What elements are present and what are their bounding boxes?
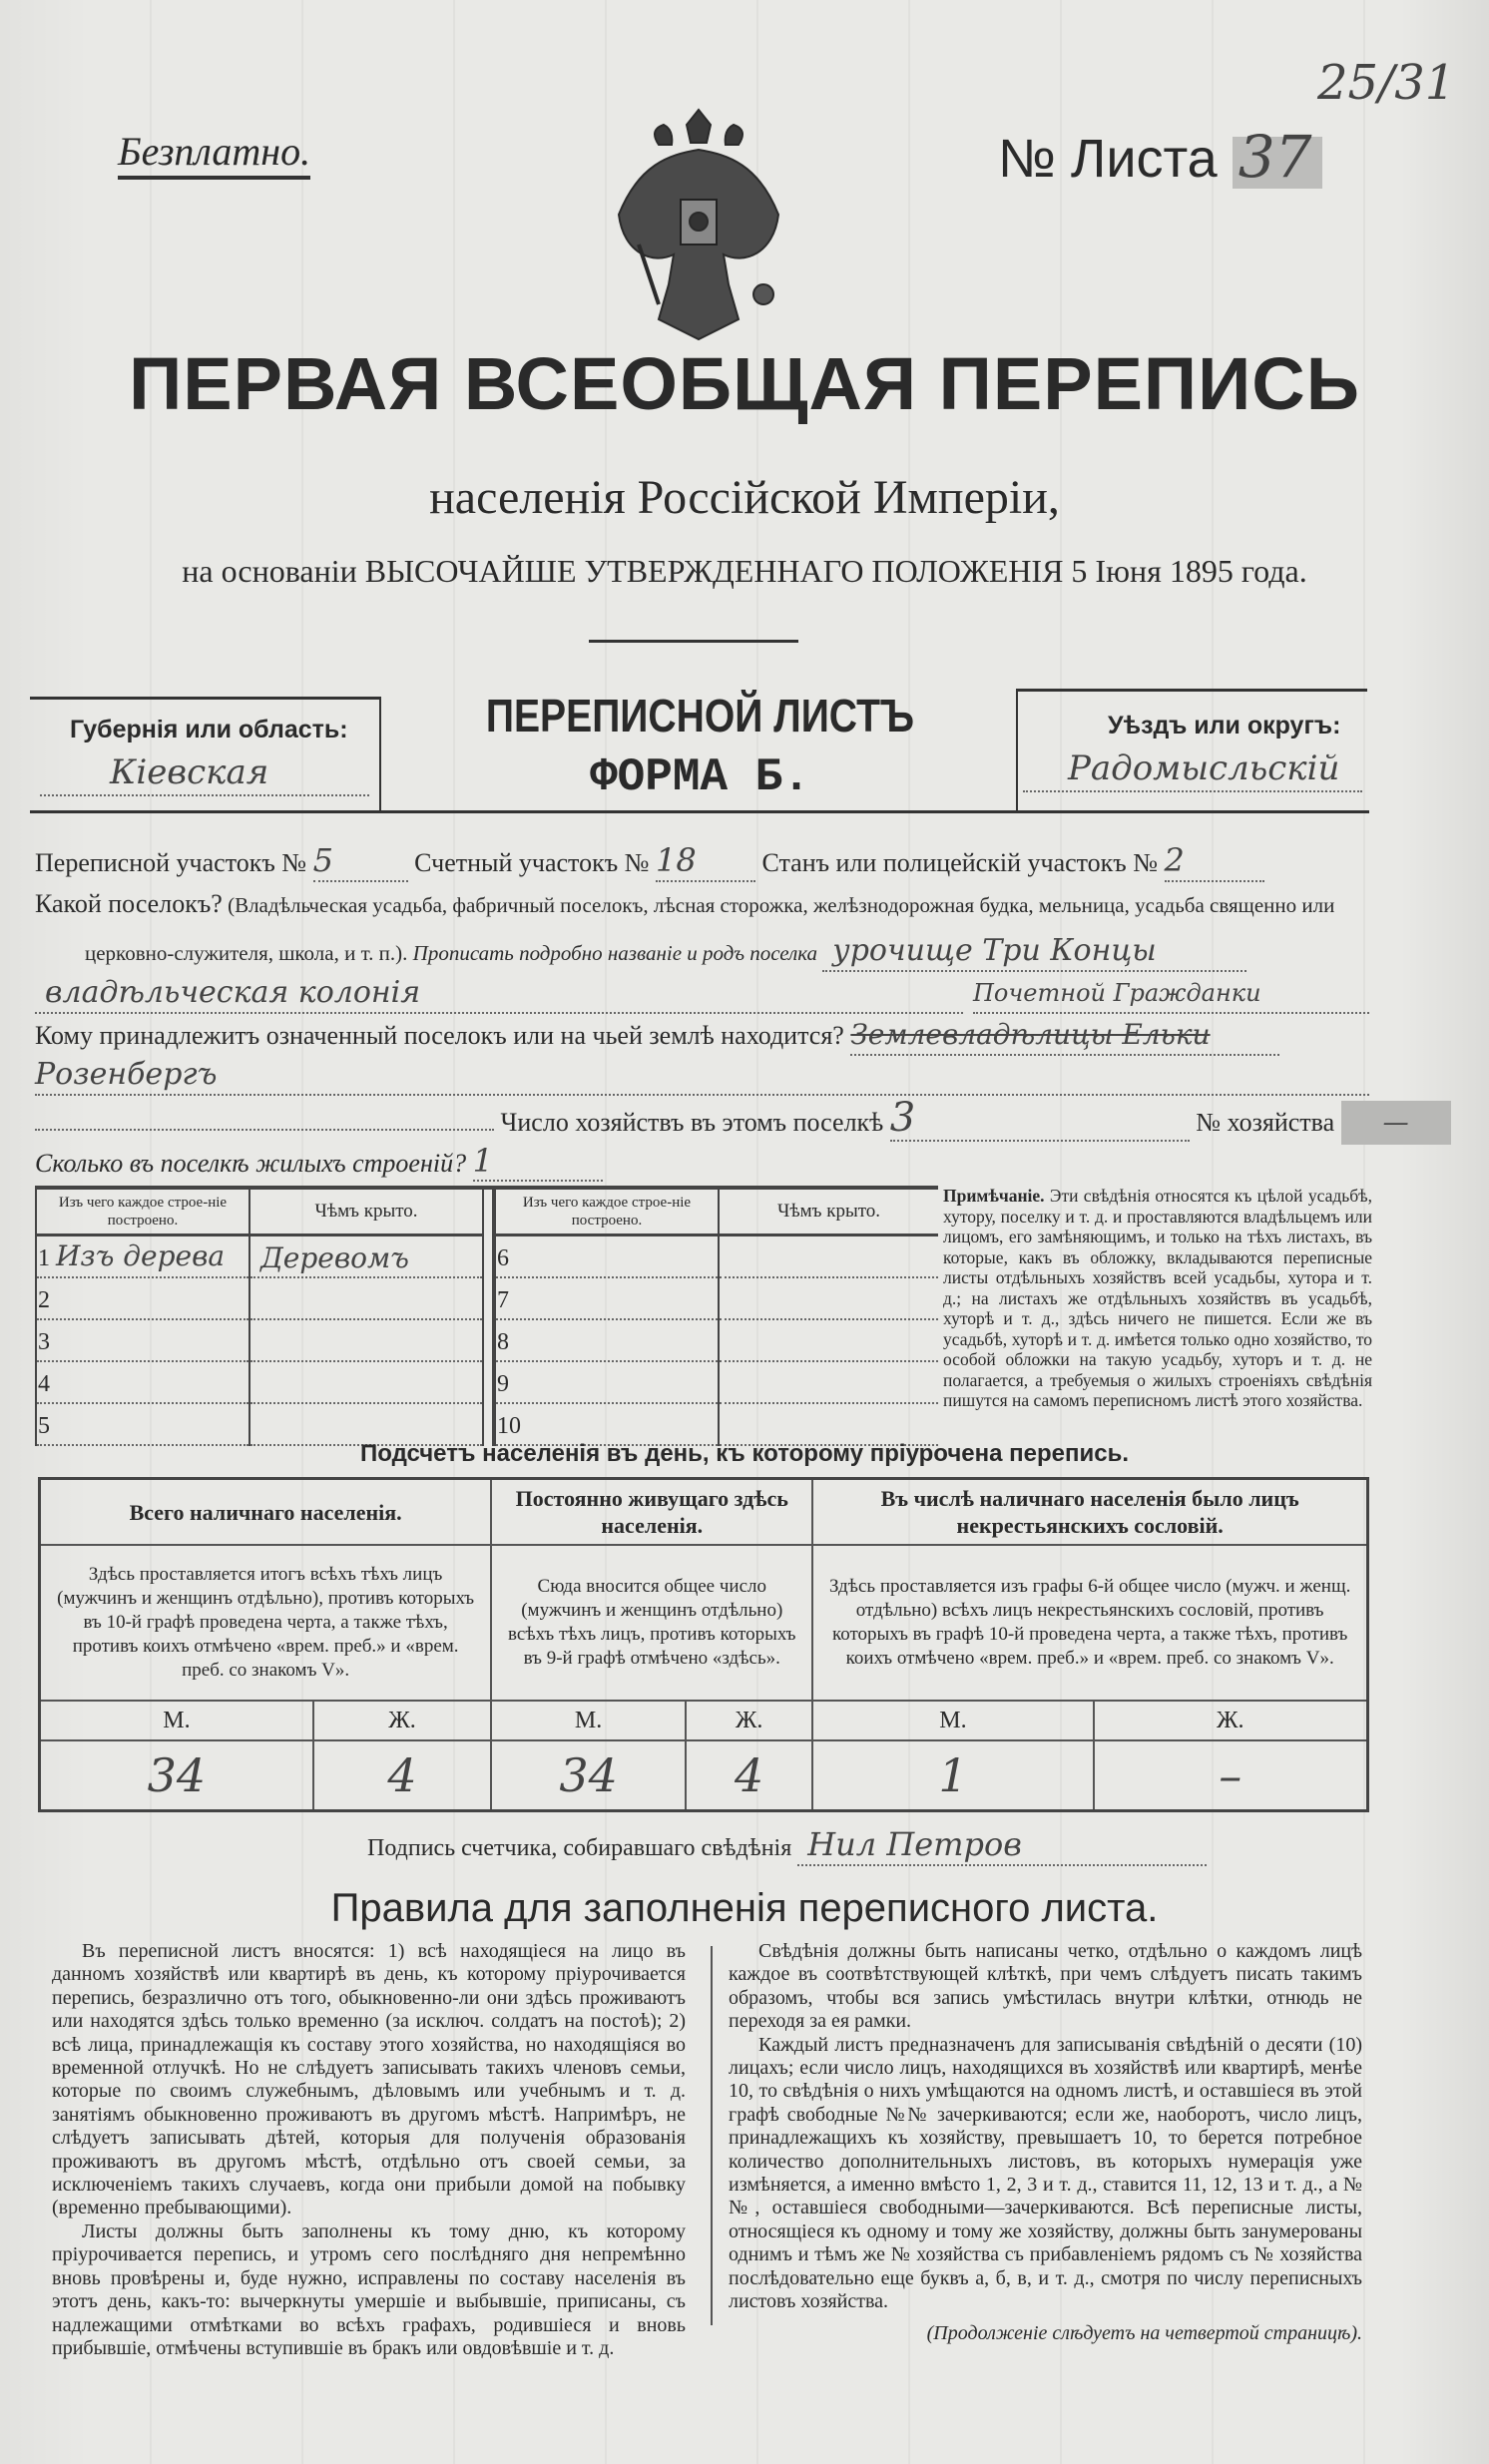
archive-folio-mark: 25/31: [1317, 55, 1456, 111]
settlement-row: [85, 932, 1246, 972]
building-roof[interactable]: [719, 1319, 938, 1361]
building-roof[interactable]: Деревомъ: [249, 1235, 482, 1278]
rules-title: Правила для заполненія переписного листа.: [330, 1886, 1159, 1930]
female-count[interactable]: 4: [686, 1740, 812, 1811]
police-area-label: Станъ или полицейскій участокъ №: [761, 848, 1159, 877]
building-roof[interactable]: [249, 1277, 482, 1319]
building-material-cell[interactable]: [495, 1277, 719, 1319]
settlement-hint: (Владѣльческая усадьба, фабричный поселокъ, лѣсная сторожка, желѣзнодорожная будка, мельница, усадьба священно или: [228, 893, 1335, 917]
owner-title-note: Почетной Гражданки: [973, 974, 1369, 1014]
page-subtitle: населенія Россійской Имперіи,: [429, 471, 1060, 524]
buildings-table-left: [35, 1190, 482, 1446]
building-material-cell[interactable]: [36, 1361, 249, 1403]
female-header: Ж.: [1094, 1701, 1368, 1740]
police-area-value[interactable]: 2: [1165, 840, 1264, 882]
building-number: 6: [497, 1245, 509, 1271]
building-roof[interactable]: [719, 1277, 938, 1319]
settlement-question: [35, 888, 1334, 921]
building-number: 4: [38, 1371, 50, 1397]
district-label: Уѣздъ или округъ:: [1108, 712, 1341, 739]
building-row: [36, 1361, 482, 1403]
building-number: 1: [38, 1245, 50, 1271]
divider: [30, 810, 1369, 813]
divider: [379, 697, 381, 811]
legal-basis: на основаніи ВЫСОЧАЙШЕ УТВЕРЖДЕННАГО ПОЛОЖЕНІЯ 5 Іюня 1895 года.: [182, 553, 1307, 589]
building-row: [495, 1361, 938, 1403]
col-material-header: Изъ чего каждое строе-ніе построено.: [36, 1190, 249, 1235]
province-label: Губернія или область:: [70, 716, 348, 743]
divider: [1016, 689, 1018, 813]
col-roof-header: Чѣмъ крыто.: [249, 1190, 482, 1235]
male-header: М.: [812, 1701, 1093, 1740]
page-title: ПЕРВАЯ ВСЕОБЩАЯ ПЕРЕПИСЬ: [129, 342, 1360, 425]
continued-note: (Продолженіе слѣдуетъ на четвертой страницѣ).: [926, 2321, 1362, 2344]
male-count[interactable]: 34: [491, 1740, 686, 1811]
household-no-value[interactable]: —: [1341, 1101, 1451, 1145]
note-title: Примѣчаніе.: [943, 1186, 1045, 1206]
rules-paragraph: Листы должны быть заполнены къ тому дню, къ которому пріурочивается перепись, и утромъ сего послѣдняго дня непремѣнно вновь провѣрены и, буде нужно, исправлены по составу населенія въ этотъ день, какъ-то: вычеркнуты умершіе и выбывшіе, приписаны, съ надлежащими отмѣтками во всѣхъ графахъ, родившіеся и вновь прибывшіе, отмѣчены вступившіе въ бракъ или овдовѣвшіе и т. д.: [52, 2219, 686, 2359]
population-count-table: [38, 1477, 1369, 1812]
free-of-charge-label: Безплатно.: [118, 128, 310, 180]
female-count[interactable]: –: [1094, 1740, 1368, 1811]
building-material-cell[interactable]: [495, 1361, 719, 1403]
enumerator-signature[interactable]: Нил Петров: [797, 1824, 1207, 1866]
building-roof[interactable]: [719, 1235, 938, 1278]
district-value[interactable]: Радомысльскій: [1023, 746, 1362, 792]
owner-question: Кому принадлежитъ означенный поселокъ или на чьей землѣ находится?: [35, 1021, 844, 1050]
building-roof[interactable]: [249, 1361, 482, 1403]
owner-row: [35, 1016, 1279, 1056]
owner-value-cont[interactable]: Розенбергъ: [35, 1056, 1369, 1096]
province-value[interactable]: Кіевская: [40, 750, 369, 796]
building-number: 5: [38, 1413, 50, 1439]
female-header: Ж.: [313, 1701, 491, 1740]
owner-value[interactable]: Землевладѣлицы Ельки: [850, 1016, 1279, 1056]
col-material-header: Изъ чего каждое строе-ніе построено.: [495, 1190, 719, 1235]
building-row: [495, 1277, 938, 1319]
buildings-question: Сколько въ поселкѣ жилыхъ строеній?: [35, 1149, 467, 1178]
building-roof[interactable]: [719, 1361, 938, 1403]
female-count[interactable]: 4: [313, 1740, 491, 1811]
building-material-cell[interactable]: [495, 1319, 719, 1361]
rules-paragraph: Свѣдѣнія должны быть написаны четко, отдѣльно о каждомъ лицѣ каждое въ соотвѣтствующей клѣткѣ, при чемъ слѣдуетъ писать такимъ образомъ, чтобы вся запись умѣстилась внутри клѣтки, отнюдь не переходя за ея рамки.: [729, 1940, 1362, 2033]
settlement-question-label: Какой поселокъ?: [35, 889, 223, 918]
form-title: ПЕРЕПИСНОЙ ЛИСТЪ: [485, 690, 915, 741]
count-section-title: Постоянно живущаго здѣсь населенія.: [491, 1479, 812, 1546]
signature-label: Подпись счетчика, собиравшаго свѣдѣнія: [367, 1835, 792, 1861]
buildings-table: [35, 1186, 938, 1446]
rules-right-column: [729, 1940, 1362, 2345]
building-material: Изъ дерева: [56, 1239, 226, 1272]
female-header: Ж.: [686, 1701, 812, 1740]
building-material-cell[interactable]: [36, 1235, 249, 1278]
divider: [1018, 689, 1367, 692]
household-no-label: № хозяйства: [1196, 1108, 1335, 1137]
signature-row: [367, 1824, 1207, 1868]
count-section-title: Всего наличнаго населенія.: [40, 1479, 492, 1546]
sheet-number-label: № Листа: [998, 129, 1218, 189]
building-number: 2: [38, 1287, 50, 1313]
count-area-value[interactable]: 18: [656, 840, 755, 882]
rules-paragraph: Въ переписной листъ вносятся: 1) всѣ находящіеся на лицо въ данномъ хозяйствѣ или квартирѣ въ день, къ которому пріурочивается перепись, безразлично отъ того, обыкновенно-ли они здѣсь проживаютъ или находятся здѣсь только временно (за исключ. солдатъ на постоѣ); 2) всѣ лица, принадлежащія къ составу этого хозяйства, но находящіяся во временной отлучкѣ. Но не слѣдуетъ записывать такихъ членовъ семьи, которые по своимъ служебнымъ, дѣловымъ или учебнымъ и т. д. занятіямъ обыкновенно проживаютъ въ другомъ мѣстѣ. Напримѣръ, не слѣдуетъ записывать дѣтей, которыя для полученія образованія проживаютъ въ другомъ мѣстѣ, отдѣльно отъ своей семьи, за исключеніемъ такихъ случаевъ, когда они прибыли домой на побывку (временно пребывающими).: [52, 1940, 686, 2219]
note-block: [943, 1186, 1372, 1411]
building-material-cell[interactable]: [495, 1235, 719, 1278]
form-name: ФОРМА Б.: [590, 751, 810, 803]
households-label: Число хозяйствъ въ этомъ поселкѣ: [500, 1108, 884, 1137]
buildings-value[interactable]: 1: [473, 1142, 603, 1182]
settlement-value-cont[interactable]: владѣльческая колонія: [35, 974, 963, 1014]
building-material-cell[interactable]: [36, 1277, 249, 1319]
building-number: 7: [497, 1287, 509, 1313]
rules-left-column: [52, 1940, 686, 2360]
settlement-value[interactable]: урочище Три Концы: [822, 932, 1246, 972]
buildings-table-right: [494, 1190, 938, 1446]
double-headed-eagle-icon: [599, 105, 798, 344]
male-count[interactable]: 1: [812, 1740, 1093, 1811]
count-section-description: Сюда вносится общее число (мужчинъ и женщинъ отдѣльно) всѣхъ тѣхъ лицъ, противъ которыхъ въ 9-й графѣ отмѣчено «здѣсь».: [491, 1545, 812, 1701]
building-number: 3: [38, 1329, 50, 1355]
count-section-title: Въ числѣ наличнаго населенія было лицъ некрестьянскихъ сословій.: [812, 1479, 1367, 1546]
buildings-row: [35, 1142, 603, 1183]
male-header: М.: [40, 1701, 313, 1740]
male-header: М.: [491, 1701, 686, 1740]
households-value[interactable]: 3: [890, 1096, 1190, 1142]
building-row: [495, 1235, 938, 1278]
male-count[interactable]: 34: [40, 1740, 313, 1811]
building-roof[interactable]: [249, 1319, 482, 1361]
divider: [589, 640, 798, 643]
building-row: [36, 1319, 482, 1361]
count-section-description: Здѣсь проставляется итогъ всѣхъ тѣхъ лицъ (мужчинъ и женщинъ отдѣльно), противъ которыхъ въ 10-й графѣ проведена черта, а также тѣхъ, противъ коихъ отмѣчено «врем. преб.» и «врем. преб. со знакомъ V».: [40, 1545, 492, 1701]
settlement-hint-cont: церковно-служителя, школа, и т. п.).: [85, 941, 408, 965]
col-roof-header: Чѣмъ крыто.: [719, 1190, 938, 1235]
building-row: [36, 1277, 482, 1319]
building-number: 8: [497, 1329, 509, 1355]
sheet-number: [998, 122, 1322, 191]
column-divider: [711, 1946, 713, 2325]
count-section-description: Здѣсь проставляется изъ графы 6-й общее число (мужч. и женщ. отдѣльно) всѣхъ лицъ некрестьянскихъ сословій, противъ которыхъ въ графѣ 10-й проведена черта, а также тѣхъ, противъ коихъ отмѣчено «врем. преб.» и «врем. преб. со знакомъ V».: [812, 1545, 1367, 1701]
building-material-cell[interactable]: [36, 1319, 249, 1361]
building-row: [495, 1319, 938, 1361]
census-area-label: Переписной участокъ №: [35, 848, 307, 877]
census-area-value[interactable]: 5: [313, 840, 408, 882]
rules-paragraph: Каждый листъ предназначенъ для записыванія свѣдѣній о десяти (10) лицахъ; если число лицъ, находящихся въ хозяйствѣ или квартирѣ, менѣе 10, то свѣдѣнія о нихъ умѣщаются на одномъ листѣ, и оставшіеся въ этой графѣ свободные №№ зачеркиваются; если же, наоборотъ, число лицъ, принадлежащихъ къ хозяйству, превышаетъ 10, то берется потребное количество дополнительныхъ листовъ, въ которыхъ нумерація уже измѣняется, а именно вмѣсто 1, 2, 3 и т. д., ставится 11, 12, 13 и т. д., а №№, оставшіеся свободными—зачеркиваются. Всѣ переписные листы, относящіеся къ одному и тому же хозяйству, должны быть занумерованы однимъ и тѣмъ же № хозяйства съ прибавленіемъ рядомъ съ № хозяйства послѣдовательно еще буквъ а, б, в, и т. д., смотря по числу переписныхъ листовъ хозяйства.: [729, 2033, 1362, 2313]
building-number: 10: [497, 1413, 521, 1439]
count-area-label: Счетный участокъ №: [414, 848, 650, 877]
areas-row: [35, 840, 1264, 883]
count-heading: Подсчетъ населенія въ день, къ которому пріурочена перепись.: [360, 1440, 1129, 1467]
divider: [30, 697, 379, 700]
households-row: [35, 1096, 1451, 1145]
settlement-instruction: Прописать подробно названіе и родъ поселка: [412, 941, 818, 965]
sheet-number-value: 37: [1238, 122, 1312, 191]
building-number: 9: [497, 1371, 509, 1397]
note-text: Эти свѣдѣнія относятся къ цѣлой усадьбѣ, хутору, поселку и т. д. и проставляются владѣльцемъ или лицомъ, его замѣняющимъ, и только на тѣхъ листахъ, въ которые, какъ въ обложку, вкладываются переписные листы отдѣльныхъ хозяйствъ всей усадьбы, хутора и т. д.; на листахъ же отдѣльныхъ хозяйствъ въ усадьбѣ, хуторѣ и т. д., здѣсь ничего не пишется. Если же въ усадьбѣ, хуторѣ и т. д. имѣется только одно хозяйство, то особой обложки на такую усадьбу, хуторъ и т. д. не полагается, а требуемыя о жилыхъ строеніяхъ свѣдѣнія пишутся на самомъ переписномъ листѣ этого хозяйства.: [943, 1186, 1372, 1410]
building-row: [36, 1235, 482, 1278]
